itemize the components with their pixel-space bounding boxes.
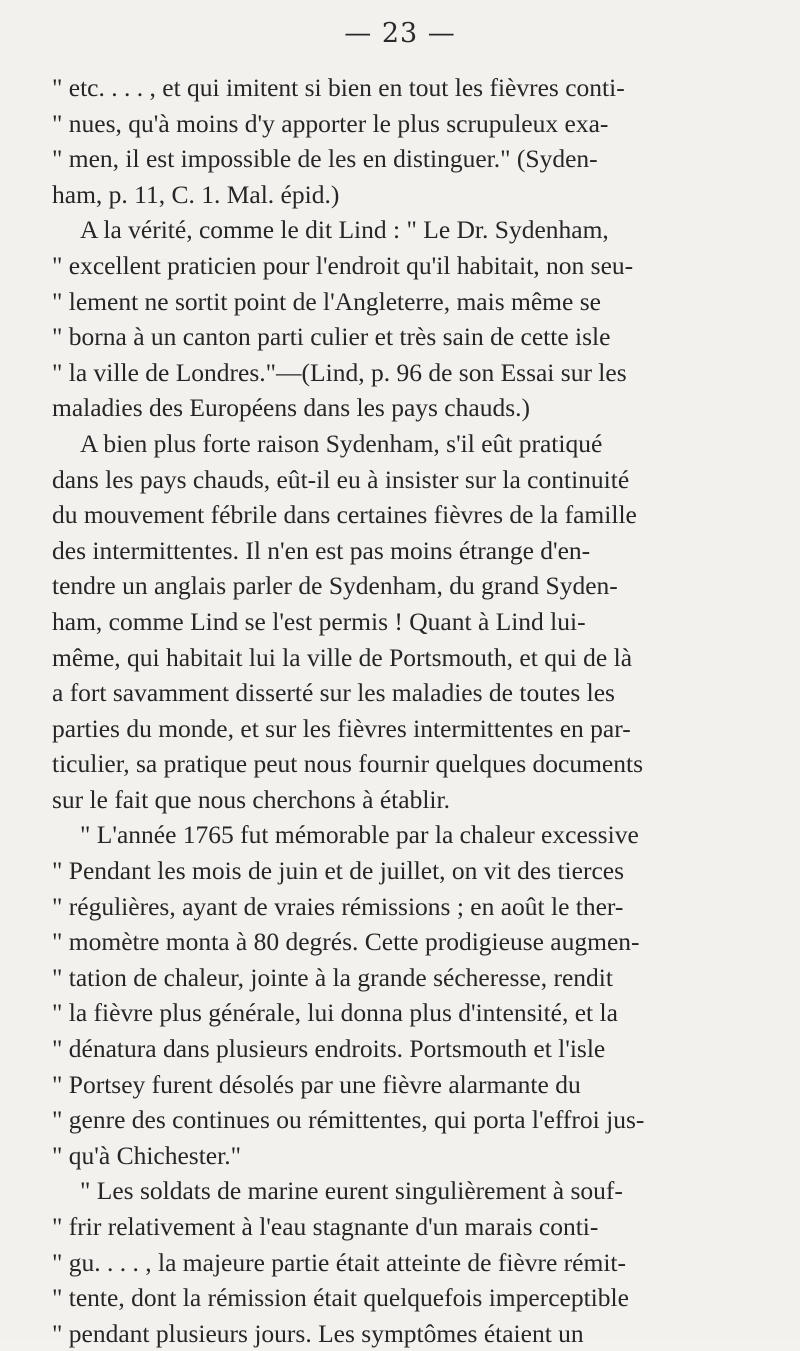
text-line: " Les soldats de marine eurent singulièrement à souf- xyxy=(80,1176,623,1206)
text-line: " la ville de Londres."—(Lind, p. 96 de son Essai sur les xyxy=(52,357,627,387)
text-line: sur le fait que nous cherchons à établir. xyxy=(52,784,450,814)
text-line: " Pendant les mois de juin et de juillet, on vit des tierces xyxy=(52,856,625,886)
text-line: du mouvement fébrile dans certaines fièvres de la famille xyxy=(52,500,637,530)
text-line: " gu. . . . , la majeure partie était atteinte de fièvre rémit- xyxy=(52,1247,626,1277)
text-line: " tation de chaleur, jointe à la grande sécheresse, rendit xyxy=(52,962,613,992)
text-line: " Portsey furent désolés par une fièvre alarmante du xyxy=(52,1069,581,1099)
text-line: A bien plus forte raison Sydenham, s'il eût pratiqué xyxy=(80,428,603,458)
text-line: ticulier, sa pratique peut nous fournir quelques documents xyxy=(52,749,643,779)
text-line: " pendant plusieurs jours. Les symptômes étaient un xyxy=(52,1318,584,1348)
text-line: " etc. . . . , et qui imitent si bien en tout les fièvres conti- xyxy=(52,73,625,102)
text-line: " la fièvre plus générale, lui donna plus d'intensité, et la xyxy=(52,998,618,1028)
text-line: dans les pays chauds, eût-il eu à insister sur la continuité xyxy=(52,464,630,494)
text-line: " genre des continues ou rémittentes, qui porta l'effroi jus- xyxy=(52,1105,645,1135)
text-line: " frir relativement à l'eau stagnante d'un marais conti- xyxy=(52,1212,599,1241)
text-line: " momètre monta à 80 degrés. Cette prodigieuse augmen- xyxy=(52,927,640,957)
text-line: " L'année 1765 fut mémorable par la chaleur excessive xyxy=(80,820,639,850)
text-line: " borna à un canton parti culier et très sain de cette isle xyxy=(52,322,611,352)
text-line: tendre un anglais parler de Sydenham, du grand Syden- xyxy=(52,571,618,601)
text-line: " nues, qu'à moins d'y apporter le plus scrupuleux exa- xyxy=(52,108,609,138)
page-number: — 23 — xyxy=(344,18,456,49)
text-line: " tente, dont la rémission était quelquefois imperceptible xyxy=(52,1283,629,1313)
text-line: " dénatura dans plusieurs endroits. Portsmouth et l'isle xyxy=(52,1034,606,1064)
text-line: a fort savamment disserté sur les maladies de toutes les xyxy=(52,678,615,708)
text-line: " men, il est impossible de les en distinguer." (Syden- xyxy=(52,144,598,174)
text-line: même, qui habitait lui la ville de Portsmouth, et qui de là xyxy=(52,642,633,672)
text-line: parties du monde, et sur les fièvres intermittentes en par- xyxy=(52,713,631,743)
text-line: des intermittentes. Il n'en est pas moins étrange d'en- xyxy=(52,535,591,565)
text-line: " régulières, ayant de vraies rémissions ; en août le ther- xyxy=(52,891,624,921)
body-text xyxy=(52,70,772,1351)
text-line: " excellent praticien pour l'endroit qu'il habitait, non seu- xyxy=(52,250,634,280)
text-line: " lement ne sortit point de l'Angleterre, mais même se xyxy=(52,286,601,316)
text-line: ham, comme Lind se l'est permis ! Quant à Lind lui- xyxy=(52,606,586,636)
text-line: " qu'à Chichester." xyxy=(52,1140,241,1170)
text-line: A la vérité, comme le dit Lind : " Le Dr. Sydenham, xyxy=(80,215,609,245)
text-line: maladies des Européens dans les pays chauds.) xyxy=(52,393,530,423)
text-line: ham, p. 11, C. 1. Mal. épid.) xyxy=(52,179,340,209)
